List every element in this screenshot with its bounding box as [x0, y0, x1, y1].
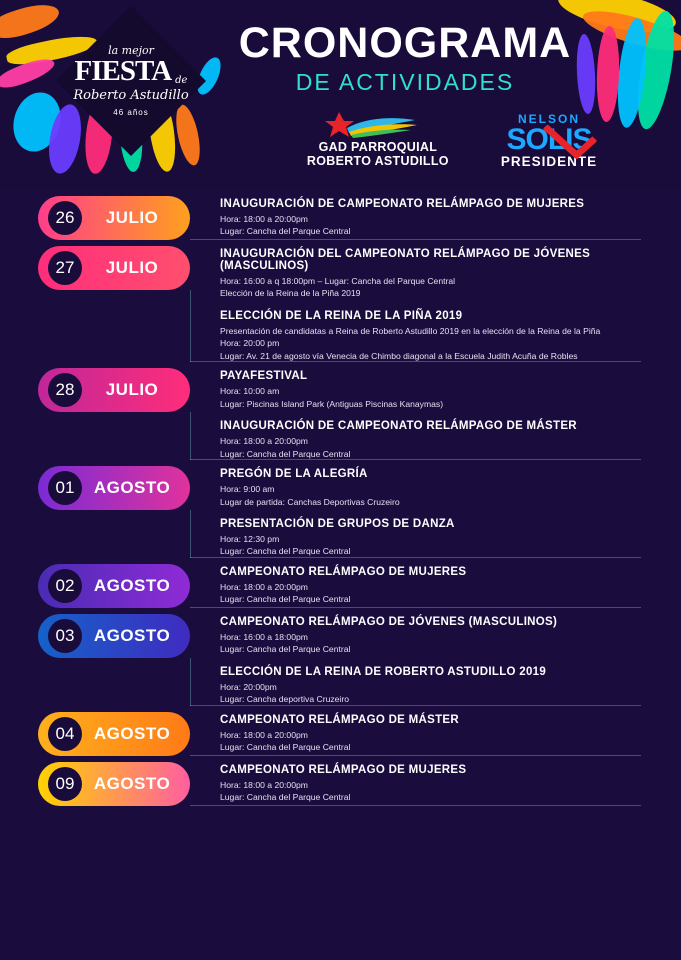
timeline-connector	[190, 510, 191, 558]
schedule-row	[0, 196, 681, 240]
event-list	[190, 196, 681, 238]
decor-stroke-icon	[0, 0, 62, 44]
event-detail-line: Lugar: Av. 21 de agosto vía Venecia de Chimbo diagonal a la Escuela Judith Acuña de Robles	[220, 350, 578, 361]
date-pill[interactable]	[38, 368, 190, 412]
event-item	[220, 714, 645, 754]
candidate-role: PRESIDENTE	[500, 153, 598, 169]
event-detail-line: Hora: 20:00pm	[220, 681, 277, 692]
month-label: JULIO	[105, 258, 159, 277]
event-item	[220, 666, 645, 706]
day-number: 04	[48, 717, 82, 751]
event-item	[220, 566, 645, 606]
event-item	[220, 468, 645, 508]
candidate-first-name: NELSON	[517, 111, 580, 126]
candidate-last-name	[501, 122, 597, 156]
badge-tagline: la mejor	[108, 44, 154, 57]
event-item	[220, 764, 645, 804]
month-label: AGOSTO	[93, 773, 171, 793]
fiesta-badge	[58, 8, 204, 154]
logo-row	[250, 112, 650, 169]
event-item	[220, 518, 645, 558]
event-detail-line: Hora: 18:00 a 20:00pm	[220, 779, 308, 790]
badge-fiesta: FIESTA	[74, 55, 172, 87]
event-detail-line: Hora: 18:00 a 20:00pm	[220, 436, 308, 447]
event-detail-line: Elección de la Reina de la Piña 2019	[220, 288, 361, 299]
schedule-row	[0, 614, 681, 706]
event-detail-line: Hora: 9:00 am	[220, 484, 275, 495]
event-title: ELECCIÓN DE LA REINA DE ROBERTO ASTUDILLO 2019	[220, 665, 547, 678]
day-number: 26	[48, 201, 82, 235]
month-label: AGOSTO	[93, 575, 171, 595]
day-number: 27	[48, 251, 82, 285]
event-title: PREGÓN DE LA ALEGRÍA	[220, 468, 368, 481]
page-title: CRONOGRAMA	[238, 19, 572, 67]
event-title: ELECCIÓN DE LA REINA DE LA PIÑA 2019	[220, 309, 463, 322]
event-title: PAYAFESTIVAL	[220, 370, 308, 383]
event-detail-line: Hora: 18:00 a 20:00pm	[220, 214, 308, 224]
row-divider	[190, 805, 641, 806]
decor-stroke-icon	[595, 26, 620, 123]
row-divider	[190, 459, 641, 460]
event-detail-line: Hora: 20:00 pm	[220, 338, 280, 349]
date-pill[interactable]	[38, 762, 190, 806]
date-pill[interactable]	[38, 246, 190, 290]
schedule-row	[0, 466, 681, 558]
schedule-row	[0, 712, 681, 756]
event-list	[190, 762, 681, 804]
event-title: INAUGURACIÓN DEL CAMPEONATO RELÁMPAGO DE JÓVENES (MASCULINOS)	[220, 248, 591, 272]
schedule-row	[0, 368, 681, 460]
event-item	[220, 616, 645, 656]
date-pill[interactable]	[38, 466, 190, 510]
row-divider	[190, 755, 641, 756]
event-list	[190, 368, 681, 460]
event-detail-line: Lugar: Cancha deportiva Cruzeiro	[220, 694, 349, 705]
event-detail-line: Lugar: Cancha del Parque Central	[220, 742, 351, 753]
poster-title-block	[215, 19, 595, 96]
event-detail-line: Presentación de candidatas a Reina de Roberto Astudillo 2019 en la elección de la Reina de la Piña	[220, 325, 601, 336]
poster-header	[0, 0, 681, 188]
schedule-timeline	[0, 188, 681, 806]
event-list	[190, 614, 681, 706]
event-detail-line: Hora: 16:00 a q 18:00pm – Lugar: Cancha del Parque Central	[220, 276, 456, 286]
event-detail-line: Lugar: Cancha del Parque Central	[220, 594, 351, 605]
gad-logo-line1: GAD PARROQUIAL	[318, 140, 438, 154]
badge-years: 46 años	[113, 108, 149, 117]
day-number: 09	[48, 767, 82, 801]
row-divider	[190, 361, 641, 362]
row-divider	[190, 607, 641, 608]
event-item	[220, 310, 645, 362]
star-swoosh-icon	[303, 112, 453, 138]
event-detail-line: Lugar: Piscinas Island Park (Antiguas Piscinas Kanaymas)	[220, 398, 444, 409]
event-list	[190, 246, 681, 362]
date-pill[interactable]	[38, 614, 190, 658]
candidate-logo	[501, 113, 597, 169]
date-pill[interactable]	[38, 196, 190, 240]
event-detail-line: Lugar: Cancha del Parque Central	[220, 546, 351, 557]
event-title: CAMPEONATO RELÁMPAGO DE JÓVENES (MASCULINOS)	[220, 615, 558, 628]
day-number: 02	[48, 569, 82, 603]
schedule-row	[0, 246, 681, 362]
timeline-connector	[190, 290, 191, 362]
event-detail-line: Hora: 10:00 am	[220, 386, 280, 397]
gad-logo-line2: ROBERTO ASTUDILLO	[306, 154, 449, 169]
event-detail-line: Lugar: Cancha del Parque Central	[220, 792, 351, 803]
event-detail-line: Hora: 18:00 a 20:00pm	[220, 729, 308, 740]
month-label: AGOSTO	[93, 625, 171, 645]
page-subtitle: DE ACTIVIDADES	[295, 69, 515, 95]
event-item	[220, 198, 645, 238]
schedule-row	[0, 762, 681, 806]
event-detail-line: Hora: 12:30 pm	[220, 533, 280, 544]
event-detail-line: Hora: 16:00 a 18:00pm	[220, 631, 308, 642]
event-list	[190, 466, 681, 558]
event-detail-line: Lugar: Cancha del Parque Central	[220, 448, 351, 459]
event-list	[190, 564, 681, 606]
event-list	[190, 712, 681, 754]
schedule-row	[0, 564, 681, 608]
event-title: INAUGURACIÓN DE CAMPEONATO RELÁMPAGO DE MÁSTER	[220, 420, 577, 433]
date-pill[interactable]	[38, 712, 190, 756]
event-detail-line: Lugar: Cancha del Parque Central	[220, 226, 351, 237]
month-label: JULIO	[105, 208, 159, 227]
day-number: 01	[48, 471, 82, 505]
date-pill[interactable]	[38, 564, 190, 608]
event-title: CAMPEONATO RELÁMPAGO DE MUJERES	[220, 565, 467, 578]
gad-logo	[303, 112, 453, 169]
timeline-connector	[190, 658, 191, 706]
month-label: AGOSTO	[93, 723, 171, 743]
badge-de: de	[175, 75, 188, 86]
event-detail-line: Hora: 18:00 a 20:00pm	[220, 581, 308, 592]
timeline-connector	[190, 412, 191, 460]
row-divider	[190, 557, 641, 558]
event-title: PRESENTACIÓN DE GRUPOS DE DANZA	[220, 517, 455, 530]
event-item	[220, 248, 645, 300]
row-divider	[190, 705, 641, 706]
event-item	[220, 420, 645, 460]
event-title: CAMPEONATO RELÁMPAGO DE MUJERES	[220, 763, 467, 776]
day-number: 03	[48, 619, 82, 653]
event-title: INAUGURACIÓN DE CAMPEONATO RELÁMPAGO DE MUJERES	[220, 198, 585, 210]
badge-parish: Roberto Astudillo	[73, 88, 189, 103]
event-title: CAMPEONATO RELÁMPAGO DE MÁSTER	[220, 713, 460, 726]
day-number: 28	[48, 373, 82, 407]
month-label: AGOSTO	[93, 478, 171, 498]
row-divider	[190, 239, 641, 240]
event-item	[220, 370, 645, 410]
event-detail-line: Lugar de partida: Canchas Deportivas Cruzeiro	[220, 496, 400, 507]
month-label: JULIO	[105, 380, 159, 400]
event-detail-line: Lugar: Cancha del Parque Central	[220, 644, 351, 655]
candidate-last-name-text: SOLIS	[506, 122, 592, 156]
